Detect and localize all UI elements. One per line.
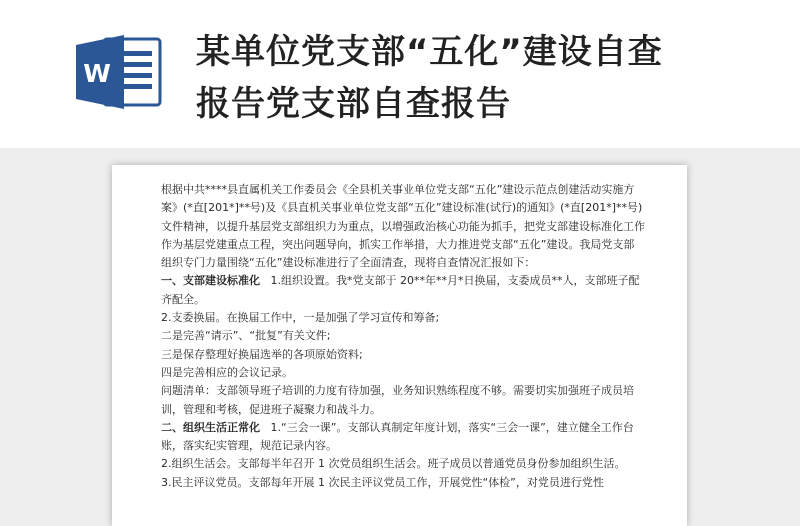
section-1-item-4: 三是保存整理好换届选举的各项原始资料; — [161, 347, 363, 361]
section-1 — [161, 272, 645, 309]
intro-paragraph: 根据中共****县直属机关工作委员会《全县机关事业单位党支部“五化”建设示范点创建活动实施方案》(*直[201*]**号)及《县直机关事业单位党支部“五化”建设标准(试行)的通知》(*直[201*]**号)文件精神，以提升基层党支部组织力为重点，以增强政治核心功能为抓手，把党支部建设标准化工作作为基层党建重点工程，突出问题导向，抓实工作举措，大力推进党支部“五化”建设。我局党支部组织专门力量围绕“五化”建设标准进行了全面清查，现将自查情况汇报如下： — [161, 183, 645, 270]
section-1-item-2: 2.支委换届。在换届工作中，一是加强了学习宣传和筹备; — [161, 311, 440, 325]
section-1-item-1: 1.组织设置。我*党支部于 20**年**月*日换届，支委成员**人，支部班子配齐配全。 — [161, 274, 640, 306]
word-icon — [76, 33, 162, 111]
word-icon-letter: W — [83, 59, 111, 88]
section-2-item-1: 1.“三会一课”。支部认真制定年度计划，落实“三会一课”，建立健全工作台账，落实纪实管理，规范记录内容。 — [161, 420, 634, 453]
section-2-item-2: 2.组织生活会。支部每半年召开 1 次党员组织生活会。班子成员以普通党员身份参加组织生活。 — [161, 457, 626, 471]
page-title-line-2: 报告党支部自查报告 — [196, 84, 511, 124]
section-1-heading: 一、支部建设标准化 — [161, 274, 260, 288]
section-1-item-5: 四是完善相应的会议记录。 — [161, 365, 293, 379]
page-title — [196, 26, 776, 130]
section-1-item-3: 二是完善“请示”、“批复”有关文件; — [161, 329, 331, 343]
section-2-heading: 二、组织生活正常化 — [161, 420, 260, 434]
page-title-line-1: 某单位党支部“五化”建设自查 — [196, 32, 663, 72]
document-body — [161, 181, 645, 492]
document-page[interactable] — [112, 165, 687, 526]
section-2 — [161, 419, 645, 456]
section-2-item-3: 3.民主评议党员。支部每年开展 1 次民主评议党员工作，开展党性“体检”，对党员进行党性 — [161, 475, 604, 489]
section-1-issues: 问题清单：支部领导班子培训的力度有待加强，业务知识熟练程度不够。需要切实加强班子成员培训，管理和考核，促进班子凝聚力和战斗力。 — [161, 384, 634, 416]
